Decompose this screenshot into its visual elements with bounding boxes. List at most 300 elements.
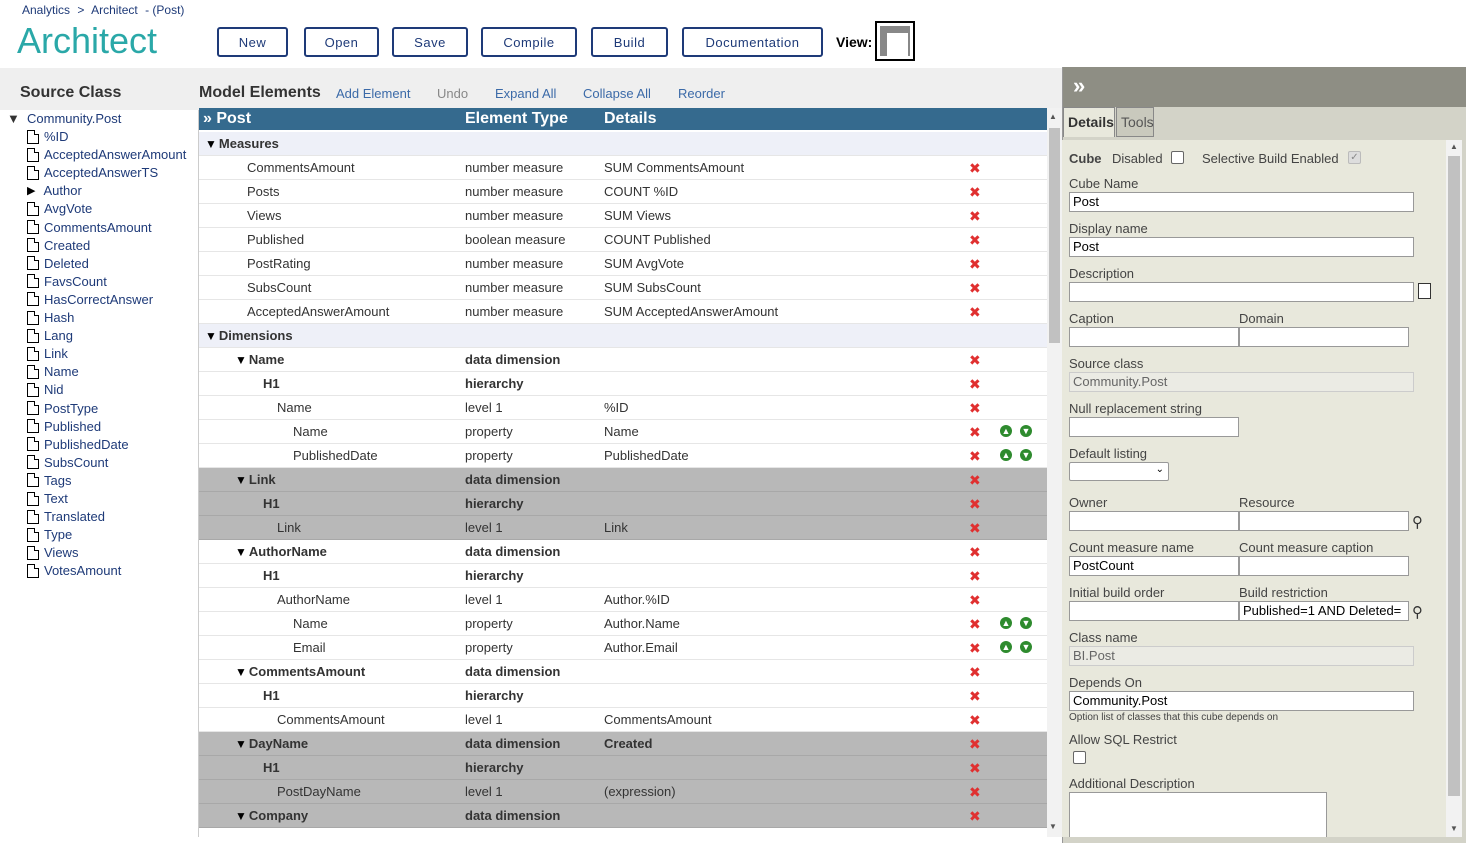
build-restriction-input[interactable]: Published=1 AND Deleted= [1239, 601, 1409, 621]
default-listing-select[interactable] [1069, 462, 1169, 481]
grid-row[interactable] [199, 540, 1047, 564]
grid-row[interactable] [199, 708, 1047, 732]
element-details: Created [604, 736, 653, 751]
element-type: level 1 [465, 592, 503, 607]
element-details: SUM AvgVote [604, 256, 684, 271]
source-class-label: Source class [1069, 356, 1144, 371]
source-field-label: AcceptedAnswerTS [44, 165, 159, 181]
element-name: H1 [263, 376, 280, 391]
element-type: hierarchy [465, 760, 524, 775]
tree-collapse-icon[interactable]: ▼ [7, 111, 20, 126]
compile-button[interactable]: Compile [481, 27, 577, 57]
grid-row[interactable] [199, 348, 1047, 372]
scroll-up-icon[interactable]: ▲ [1450, 142, 1458, 151]
element-name: PublishedDate [293, 448, 378, 463]
element-name: H1 [263, 688, 280, 703]
move-down-icon[interactable]: ▼ [1021, 450, 1031, 460]
source-class-heading: Source Class [20, 84, 122, 101]
document-icon [27, 455, 39, 469]
document-icon [27, 510, 39, 524]
element-name: Published [247, 232, 305, 247]
element-name: Name [277, 400, 312, 415]
source-field-item[interactable] [27, 527, 72, 542]
source-class-input: Community.Post [1069, 372, 1414, 392]
element-name: Name [248, 352, 285, 367]
source-field-item[interactable] [27, 256, 89, 271]
element-name: AuthorName [277, 592, 350, 607]
document-icon [27, 492, 39, 506]
disabled-checkbox[interactable] [1171, 151, 1184, 164]
domain-label: Domain [1239, 311, 1284, 326]
depends-on-hint: Option list of classes that this cube depends on [1069, 712, 1279, 723]
document-icon [27, 256, 39, 270]
grid-row[interactable] [199, 468, 1047, 492]
source-field-item[interactable] [27, 473, 71, 488]
element-details: %ID [604, 400, 629, 415]
grid-row[interactable] [199, 156, 1047, 180]
breadcrumb [22, 3, 188, 17]
element-details: COUNT Published [604, 232, 711, 247]
source-field-item[interactable] [27, 437, 129, 452]
source-field-label: Hash [44, 310, 75, 325]
model-elements-grid [199, 108, 1047, 837]
build-button[interactable]: Build [591, 27, 668, 57]
delete-icon[interactable]: ✖ [969, 808, 981, 824]
grid-scrollbar[interactable] [1047, 108, 1062, 837]
source-field-item[interactable] [27, 563, 121, 578]
owner-input[interactable] [1069, 511, 1239, 531]
delete-icon[interactable]: ✖ [969, 544, 981, 560]
selective-build-checkbox[interactable]: ✓ [1348, 151, 1361, 164]
grid-row[interactable] [199, 780, 1047, 804]
source-field-label: PostType [44, 400, 99, 416]
element-name: SubsCount [247, 280, 312, 295]
delete-icon[interactable]: ✖ [969, 736, 981, 752]
collapse-arrow-icon[interactable]: ▼ [205, 137, 217, 151]
source-field-item[interactable] [27, 346, 68, 361]
delete-icon[interactable]: ✖ [969, 472, 981, 488]
element-name: Link [277, 520, 301, 535]
document-icon [27, 347, 39, 361]
source-field-item[interactable] [27, 419, 101, 434]
source-field-label: Views [44, 545, 79, 561]
document-icon [27, 274, 39, 288]
source-field-label: SubsCount [44, 454, 109, 470]
breadcrumb-sep: > [77, 3, 85, 17]
source-field-item[interactable] [27, 274, 107, 289]
grid-row[interactable] [199, 444, 1047, 468]
grid-row[interactable] [199, 756, 1047, 780]
element-details: CommentsAmount [604, 712, 712, 727]
element-details: (expression) [604, 784, 676, 799]
breadcrumb-current: - (Post) [145, 3, 185, 17]
source-field-label: Type [44, 527, 73, 543]
grid-row[interactable] [199, 804, 1047, 828]
move-down-icon[interactable]: ▼ [1021, 642, 1031, 652]
class-name-input: BI.Post [1069, 646, 1414, 666]
document-icon [27, 130, 39, 144]
element-type: number measure [465, 160, 564, 175]
element-type: data dimension [465, 808, 561, 823]
source-field-item[interactable] [27, 292, 153, 307]
element-type: property [465, 616, 513, 631]
element-name: DayName [248, 736, 309, 751]
element-name: PostDayName [277, 784, 361, 799]
delete-icon[interactable]: ✖ [969, 640, 981, 656]
undo-link[interactable]: Undo [437, 86, 469, 101]
source-field-item[interactable] [27, 238, 90, 253]
grid-row[interactable] [199, 396, 1047, 420]
source-field-item[interactable] [27, 328, 73, 343]
scroll-thumb[interactable] [1049, 128, 1060, 343]
view-label: View: [836, 34, 873, 50]
element-type: level 1 [465, 520, 503, 535]
grid-row[interactable] [199, 420, 1047, 444]
resource-label: Resource [1239, 495, 1295, 510]
element-details: SUM CommentsAmount [604, 160, 745, 175]
element-type: data dimension [465, 352, 561, 367]
source-field-label: CommentsAmount [44, 219, 152, 235]
element-type: number measure [465, 208, 564, 223]
document-icon [27, 383, 39, 397]
domain-input[interactable] [1239, 327, 1409, 347]
document-icon [27, 546, 39, 560]
element-type: hierarchy [465, 688, 524, 703]
delete-icon[interactable]: ✖ [969, 592, 981, 608]
move-down-icon[interactable]: ▼ [1021, 618, 1031, 628]
move-down-icon[interactable]: ▼ [1021, 426, 1031, 436]
element-name: CommentsAmount [247, 160, 355, 175]
top-bar [0, 0, 1466, 68]
delete-icon[interactable]: ✖ [969, 616, 981, 632]
source-field-item[interactable] [27, 201, 92, 216]
element-type: number measure [465, 304, 564, 319]
search-icon[interactable]: ⚲ [1412, 604, 1423, 621]
cube-name-input[interactable]: Post [1069, 192, 1414, 212]
element-type: data dimension [465, 664, 561, 679]
element-name: AuthorName [248, 544, 327, 559]
source-field-label: Link [44, 346, 68, 362]
collapse-arrow-icon[interactable]: ▼ [235, 809, 247, 823]
source-field-item[interactable] [27, 165, 158, 180]
new-button[interactable]: New [217, 27, 288, 57]
scroll-up-icon[interactable]: ▲ [1049, 112, 1057, 121]
element-type: data dimension [465, 736, 561, 751]
chevron-down-icon: ⌄ [1155, 464, 1164, 475]
element-type: property [465, 448, 513, 463]
document-icon [27, 166, 39, 180]
caption-label: Caption [1069, 311, 1114, 326]
count-measure-name-label: Count measure name [1069, 540, 1195, 555]
source-field-item[interactable] [27, 220, 152, 235]
additional-description-label: Additional Description [1069, 776, 1195, 791]
source-field-label: %ID [44, 129, 69, 144]
element-name: AcceptedAnswerAmount [247, 304, 390, 319]
element-details: Author.Name [604, 616, 680, 631]
element-name: Email [293, 640, 326, 655]
scroll-down-icon[interactable]: ▼ [1049, 822, 1057, 831]
delete-icon[interactable]: ✖ [969, 712, 981, 728]
document-icon [27, 419, 39, 433]
document-icon [27, 329, 39, 343]
element-details: Link [604, 520, 628, 535]
source-class-tree [0, 110, 199, 837]
properties-scrollbar[interactable] [1446, 140, 1462, 837]
source-field-label: Created [44, 237, 91, 253]
description-input[interactable] [1069, 282, 1414, 302]
element-details: COUNT %ID [604, 184, 679, 199]
element-type: data dimension [465, 544, 561, 559]
document-icon [27, 473, 39, 487]
default-listing-label: Default listing [1069, 446, 1148, 461]
scroll-thumb[interactable] [1448, 156, 1460, 796]
resource-input[interactable] [1239, 511, 1409, 531]
delete-icon[interactable]: ✖ [969, 304, 981, 320]
delete-icon[interactable]: ✖ [969, 376, 981, 392]
expand-all-link[interactable]: Expand All [495, 86, 557, 101]
owner-label: Owner [1069, 495, 1108, 510]
display-name-input[interactable]: Post [1069, 237, 1414, 257]
source-field-label: Translated [44, 509, 105, 525]
delete-icon[interactable]: ✖ [969, 184, 981, 200]
tab-tools[interactable]: Tools [1116, 107, 1154, 137]
element-name: Name [293, 616, 328, 631]
save-button[interactable]: Save [392, 27, 468, 57]
document-icon [27, 311, 39, 325]
element-details: Author.Email [604, 640, 678, 655]
grid-row[interactable] [199, 276, 1047, 300]
count-measure-name-input[interactable]: PostCount [1069, 556, 1239, 576]
element-name: H1 [263, 496, 280, 511]
element-name: CommentsAmount [277, 712, 385, 727]
element-details: SUM Views [604, 208, 671, 223]
grid-row[interactable] [199, 372, 1047, 396]
delete-icon[interactable]: ✖ [969, 568, 981, 584]
delete-icon[interactable]: ✖ [969, 160, 981, 176]
delete-icon[interactable]: ✖ [969, 400, 981, 416]
details-form [1062, 140, 1446, 837]
grid-row[interactable] [199, 132, 1047, 156]
document-icon [27, 401, 39, 415]
null-replacement-label: Null replacement string [1069, 401, 1202, 416]
grid-row[interactable] [199, 492, 1047, 516]
description-label: Description [1069, 266, 1135, 281]
grid-row[interactable] [199, 516, 1047, 540]
grid-row[interactable] [199, 204, 1047, 228]
source-field-item[interactable] [27, 129, 69, 144]
allow-sql-restrict-label: Allow SQL Restrict [1069, 732, 1177, 747]
element-name: Company [248, 808, 309, 823]
count-measure-caption-label: Count measure caption [1239, 540, 1374, 555]
allow-sql-restrict-checkbox[interactable] [1073, 751, 1086, 764]
document-icon [27, 148, 39, 162]
source-field-label: PublishedDate [44, 436, 129, 452]
delete-icon[interactable]: ✖ [969, 256, 981, 272]
breadcrumb-analytics[interactable]: Analytics [22, 3, 71, 17]
tab-details[interactable]: Details [1063, 107, 1115, 137]
source-root[interactable]: Community.Post [27, 111, 122, 126]
element-details: SUM SubsCount [604, 280, 701, 295]
element-name: CommentsAmount [248, 664, 366, 679]
source-field-item[interactable] [27, 147, 186, 162]
grid-col-details: Details [604, 110, 657, 127]
collapse-all-link[interactable]: Collapse All [583, 86, 651, 101]
source-field-item[interactable] [27, 545, 78, 560]
cube-label: Cube [1069, 151, 1102, 166]
element-type: level 1 [465, 712, 503, 727]
element-type: number measure [465, 184, 564, 199]
document-icon [27, 365, 39, 379]
delete-icon[interactable]: ✖ [969, 352, 981, 368]
source-field-label: Nid [44, 382, 64, 398]
element-name: H1 [263, 760, 280, 775]
element-name: Views [247, 208, 282, 223]
element-type: data dimension [465, 472, 561, 487]
source-field-item[interactable] [27, 401, 98, 416]
source-field-item[interactable] [27, 310, 74, 325]
element-name: Link [248, 472, 276, 487]
reorder-link[interactable]: Reorder [678, 86, 725, 101]
element-name: H1 [263, 568, 280, 583]
collapse-arrow-icon[interactable]: ▼ [235, 665, 247, 679]
collapse-arrow-icon[interactable]: ▼ [235, 473, 247, 487]
grid-row[interactable] [199, 180, 1047, 204]
source-field-label: AcceptedAnswerAmount [44, 147, 187, 163]
delete-icon[interactable]: ✖ [969, 280, 981, 296]
documentation-button[interactable]: Documentation [682, 27, 823, 57]
null-replacement-input[interactable] [1069, 417, 1239, 437]
delete-icon[interactable]: ✖ [969, 520, 981, 536]
element-type: hierarchy [465, 568, 524, 583]
source-field-label: Lang [44, 328, 73, 344]
depends-on-input[interactable]: Community.Post [1069, 691, 1414, 711]
add-element-link[interactable]: Add Element [336, 86, 411, 101]
source-field-item[interactable] [27, 183, 82, 198]
element-type: hierarchy [465, 376, 524, 391]
element-details: Author.%ID [604, 592, 670, 607]
document-icon [27, 564, 39, 578]
grid-row[interactable] [199, 228, 1047, 252]
delete-icon[interactable]: ✖ [969, 664, 981, 680]
element-type: property [465, 640, 513, 655]
grid-row[interactable] [199, 660, 1047, 684]
element-details: PublishedDate [604, 448, 689, 463]
caption-input[interactable] [1069, 327, 1239, 347]
source-field-item[interactable] [27, 364, 79, 379]
cube-name-label: Cube Name [1069, 176, 1139, 191]
document-icon [27, 202, 39, 216]
delete-icon[interactable]: ✖ [969, 232, 981, 248]
move-up-icon[interactable]: ▲ [1001, 642, 1011, 652]
element-name: PostRating [247, 256, 311, 271]
element-name: Name [293, 424, 328, 439]
collapse-arrow-icon[interactable]: ▼ [205, 329, 217, 343]
delete-icon[interactable]: ✖ [969, 496, 981, 512]
grid-row[interactable] [199, 612, 1047, 636]
element-type: property [465, 424, 513, 439]
display-name-label: Display name [1069, 221, 1148, 236]
delete-icon[interactable]: ✖ [969, 424, 981, 440]
scroll-down-icon[interactable]: ▼ [1450, 824, 1458, 833]
panel-header [1063, 67, 1466, 107]
delete-icon[interactable]: ✖ [969, 448, 981, 464]
collapse-panel-icon[interactable]: » [1073, 73, 1086, 98]
element-type: boolean measure [465, 232, 566, 247]
grid-row[interactable] [199, 252, 1047, 276]
additional-description-input[interactable] [1069, 792, 1327, 837]
open-button[interactable]: Open [304, 27, 379, 57]
search-icon[interactable]: ⚲ [1412, 514, 1423, 531]
element-type: hierarchy [465, 496, 524, 511]
grid-header [199, 108, 1047, 130]
delete-icon[interactable]: ✖ [969, 688, 981, 704]
initial-build-order-input[interactable] [1069, 601, 1239, 621]
source-field-label: AvgVote [44, 201, 93, 217]
delete-icon[interactable]: ✖ [969, 784, 981, 800]
source-field-label: Published [44, 418, 102, 434]
count-measure-caption-input[interactable] [1239, 556, 1409, 576]
element-details: Name [604, 424, 639, 439]
breadcrumb-architect[interactable]: Architect [91, 3, 138, 17]
grid-row[interactable] [199, 564, 1047, 588]
grid-row[interactable] [199, 300, 1047, 324]
source-field-item[interactable] [27, 509, 105, 524]
document-icon [27, 292, 39, 306]
collapse-arrow-icon[interactable]: ▼ [235, 545, 247, 559]
disabled-label: Disabled [1112, 151, 1163, 166]
source-field-item[interactable] [27, 491, 68, 506]
element-name: Posts [247, 184, 280, 199]
element-type: level 1 [465, 784, 503, 799]
initial-build-order-label: Initial build order [1069, 585, 1165, 600]
grid-col-type: Element Type [465, 110, 568, 127]
collapse-arrow-icon[interactable]: ▼ [235, 353, 247, 367]
grid-row[interactable] [199, 684, 1047, 708]
grid-row[interactable] [199, 588, 1047, 612]
delete-icon[interactable]: ✖ [969, 760, 981, 776]
source-field-label: Tags [44, 472, 72, 488]
build-restriction-label: Build restriction [1239, 585, 1328, 600]
selective-build-label: Selective Build Enabled [1202, 151, 1339, 166]
delete-icon[interactable]: ✖ [969, 208, 981, 224]
grid-row[interactable] [199, 636, 1047, 660]
move-up-icon[interactable]: ▲ [1001, 618, 1011, 628]
element-type: level 1 [465, 400, 503, 415]
collapse-arrow-icon[interactable]: ▼ [235, 737, 247, 751]
element-name: Dimensions [218, 328, 293, 343]
grid-row[interactable] [199, 324, 1047, 348]
source-field-item[interactable] [27, 455, 108, 470]
grid-col-name: » Post [203, 110, 252, 127]
element-name: Measures [218, 136, 279, 151]
source-field-label: Text [44, 491, 68, 506]
document-icon[interactable] [1418, 283, 1431, 299]
source-field-label: Author [43, 183, 82, 199]
source-field-item[interactable] [27, 382, 64, 397]
document-icon [27, 528, 39, 542]
app-title: Architect [17, 20, 158, 61]
grid-row[interactable] [199, 732, 1047, 756]
source-field-label: FavsCount [44, 273, 107, 289]
expand-arrow-icon: ▶ [27, 185, 36, 198]
source-field-label: HasCorrectAnswer [44, 291, 154, 307]
class-name-label: Class name [1069, 630, 1138, 645]
view-layout-button[interactable] [875, 21, 915, 61]
move-up-icon[interactable]: ▲ [1001, 450, 1011, 460]
source-field-label: Name [44, 364, 79, 380]
element-details: SUM AcceptedAnswerAmount [604, 304, 779, 319]
move-up-icon[interactable]: ▲ [1001, 426, 1011, 436]
